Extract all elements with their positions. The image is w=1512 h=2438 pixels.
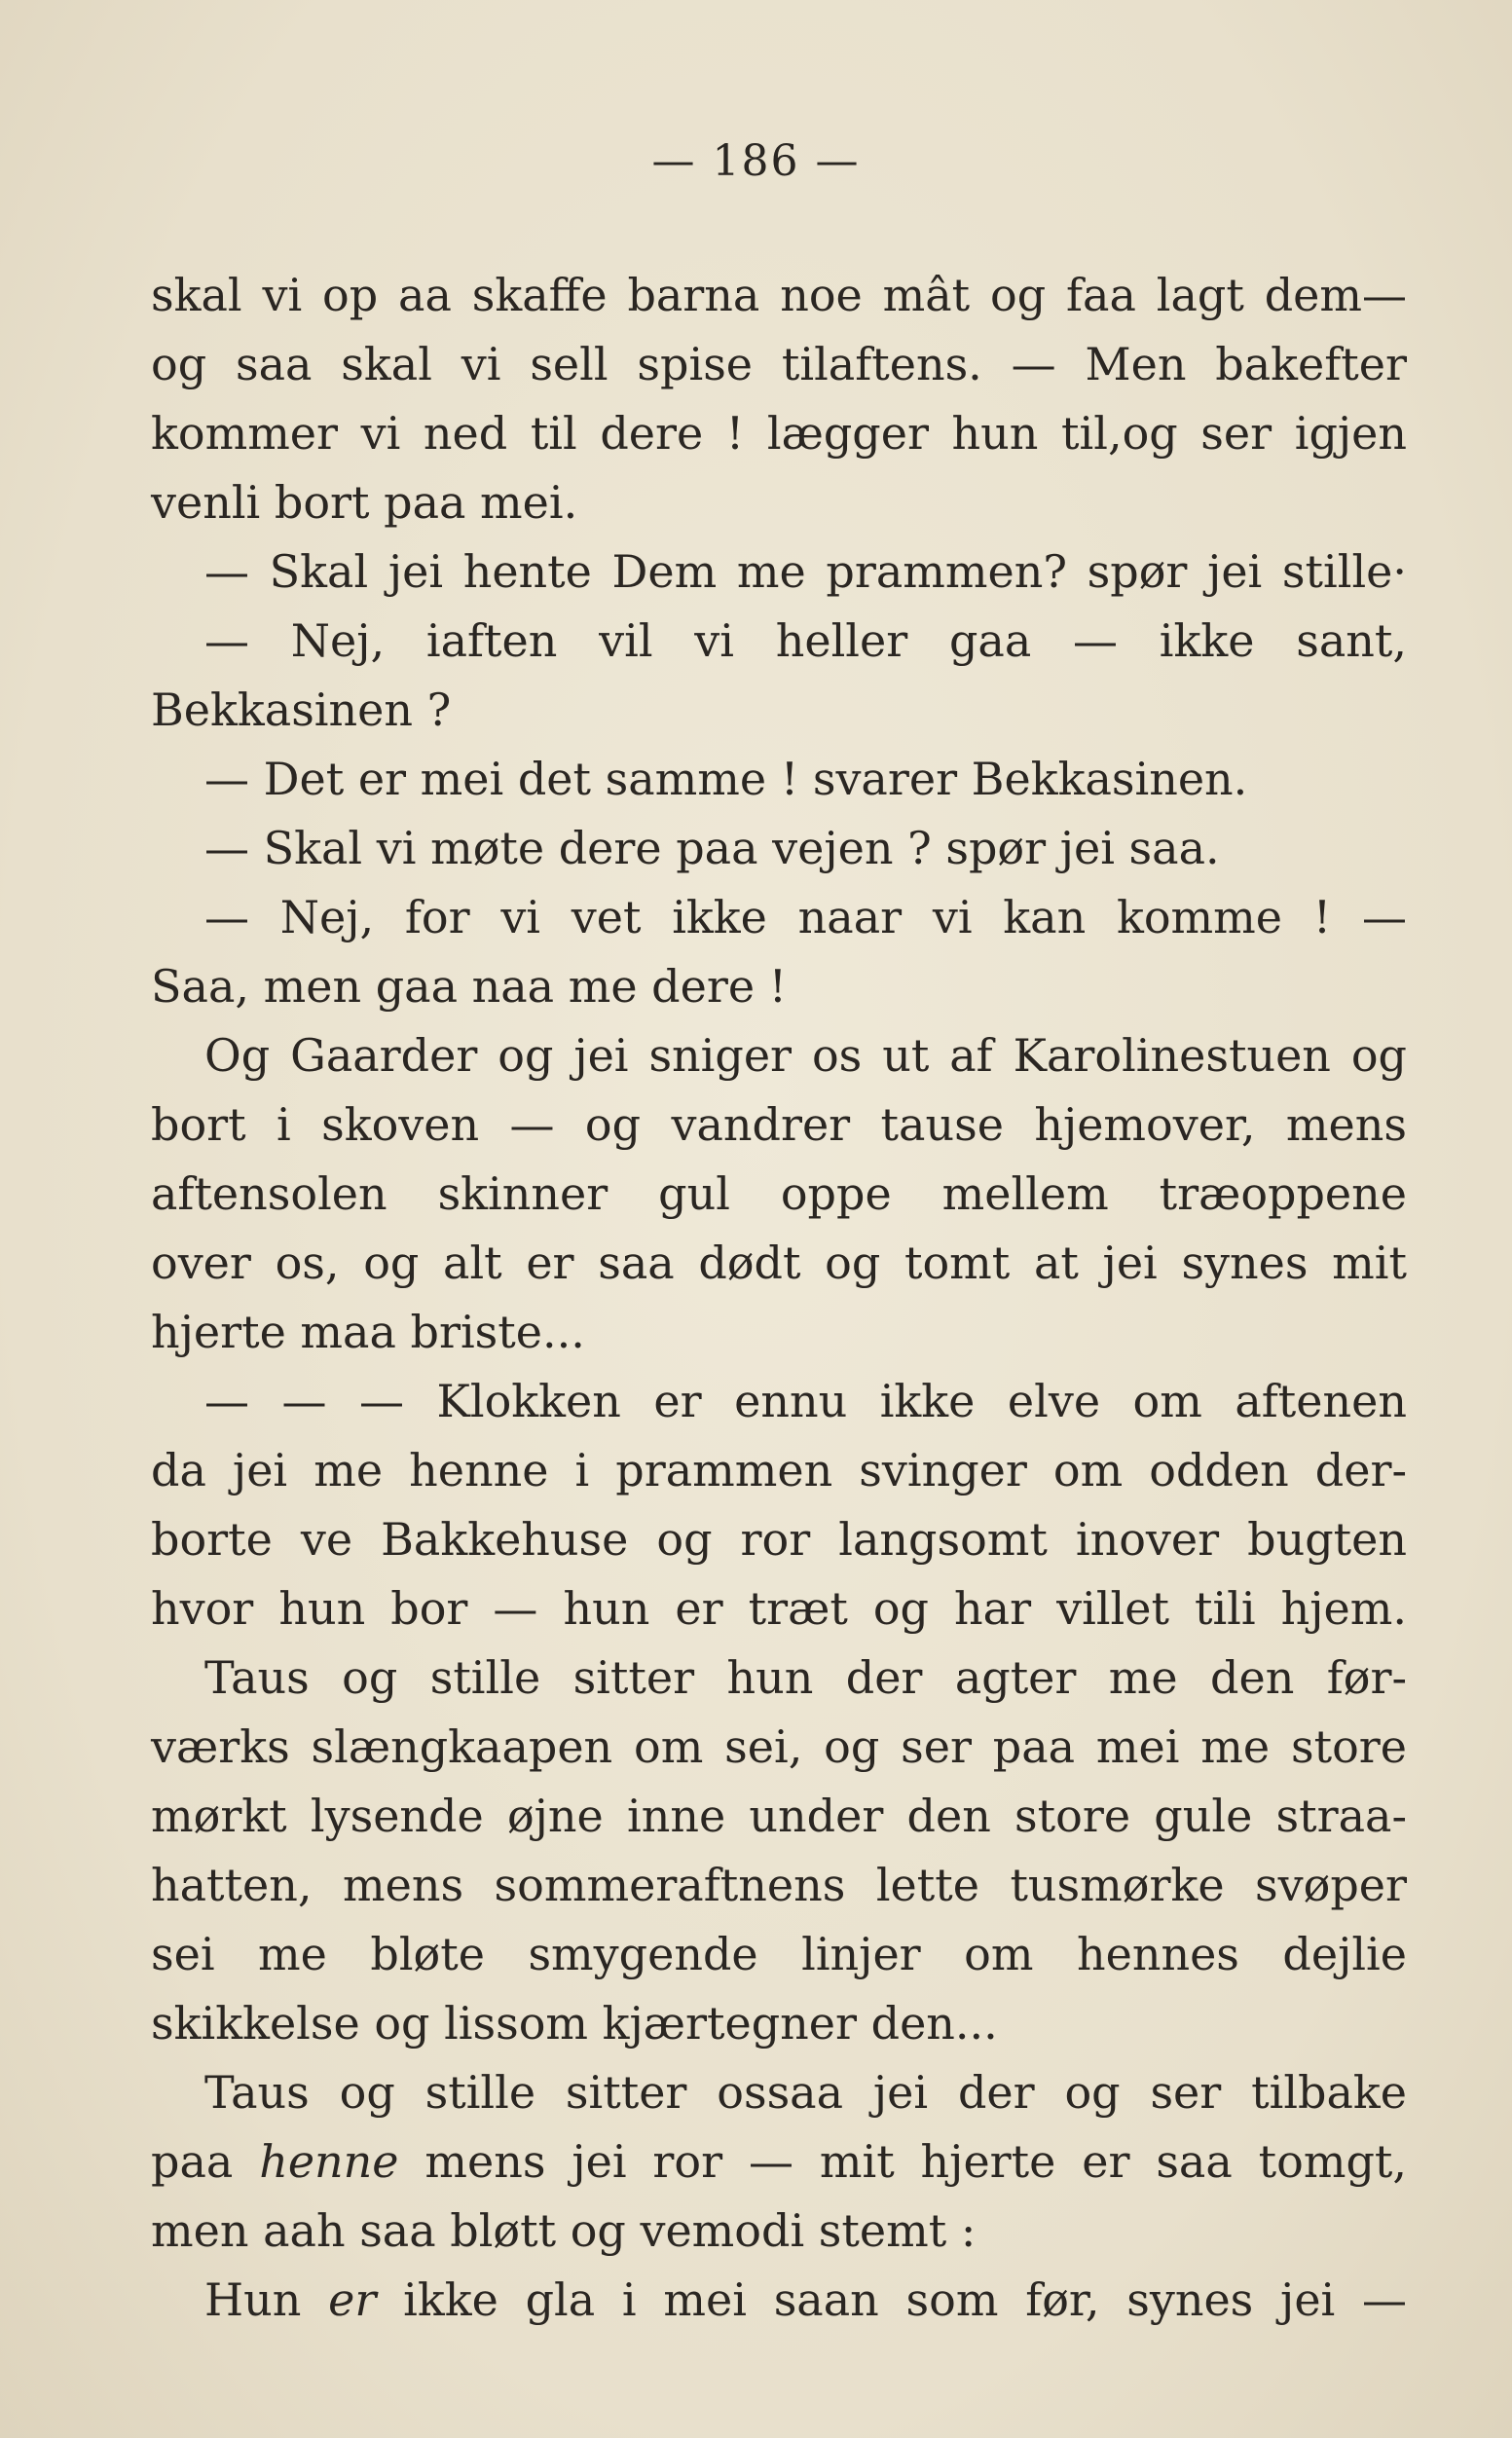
text-line: — — — Klokken er ennu ikke elve om aftenen [204,1375,1407,1427]
text-line: — Nej, iaften vil vi heller gaa — ikke sant, [204,614,1407,667]
text-line: Taus og stille sitter hun der agter me den før- [204,1651,1407,1704]
text-line: hvor hun bor — hun er træt og har villet tili hjem. [151,1582,1407,1635]
text-line: kommer vi ned til dere ! lægger hun til,og ser igjen [151,407,1407,460]
page-number: — 186 — [651,136,861,186]
text-line: venli bort paa mei. [151,476,578,529]
text-line: aftensolen skinner gul oppe mellem træoppene [151,1167,1407,1220]
text-line: mørkt lysende øjne inne under den store gule straa- [151,1790,1407,1842]
text-line: Taus og stille sitter ossaa jei der og ser tilbake [204,2066,1407,2119]
text-line: hatten, mens sommeraftnens lette tusmørke svøper [151,1859,1407,1911]
text-line: — Nej, for vi vet ikke naar vi kan komme ! — [204,891,1407,943]
text-line: — Det er mei det samme ! svarer Bekkasinen. [204,753,1248,805]
text-line: da jei me henne i prammen svinger om odden der- [151,1444,1407,1496]
text-line: skikkelse og lissom kjærtegner den... [151,1997,998,2050]
text-line: Saa, men gaa naa me dere ! [151,960,788,1013]
text-line: over os, og alt er saa dødt og tomt at jei synes mit [151,1237,1407,1289]
body-text [151,261,1407,2335]
emphasis-word: henne [259,2135,399,2188]
text-line: Og Gaarder og jei sniger os ut af Karolinestuen og [204,1029,1407,1082]
text-line [151,2127,1407,2197]
text-run: Hun [204,2273,302,2326]
text-line [151,2266,1407,2335]
text-line: — Skal vi møte dere paa vejen ? spør jei saa. [204,822,1220,874]
text-run: ikke gla i mei saan som før, synes jei — [403,2273,1408,2326]
text-line: værks slængkaapen om sei, og ser paa mei me store [151,1720,1407,1773]
emphasis-word: er [328,2273,377,2326]
text-run: paa [151,2135,234,2188]
text-line: — Skal jei hente Dem me prammen? spør jei stille· [204,545,1407,598]
text-run: mens jei ror — mit hjerte er saa tomgt, [424,2135,1408,2188]
text-line: men aah saa bløtt og vemodi stemt : [151,2204,977,2257]
text-line: bort i skoven — og vandrer tause hjemover, mens [151,1098,1407,1151]
text-line: og saa skal vi sell spise tilaftens. — Men bakefter [151,338,1407,390]
text-line: sei me bløte smygende linjer om hennes dejlie [151,1928,1407,1980]
text-line: hjerte maa briste... [151,1306,585,1358]
text-line: skal vi op aa skaffe barna noe mât og faa lagt dem— [151,269,1407,321]
text-line: Bekkasinen ? [151,683,452,736]
text-line: borte ve Bakkehuse og ror langsomt inover bugten [151,1513,1407,1566]
